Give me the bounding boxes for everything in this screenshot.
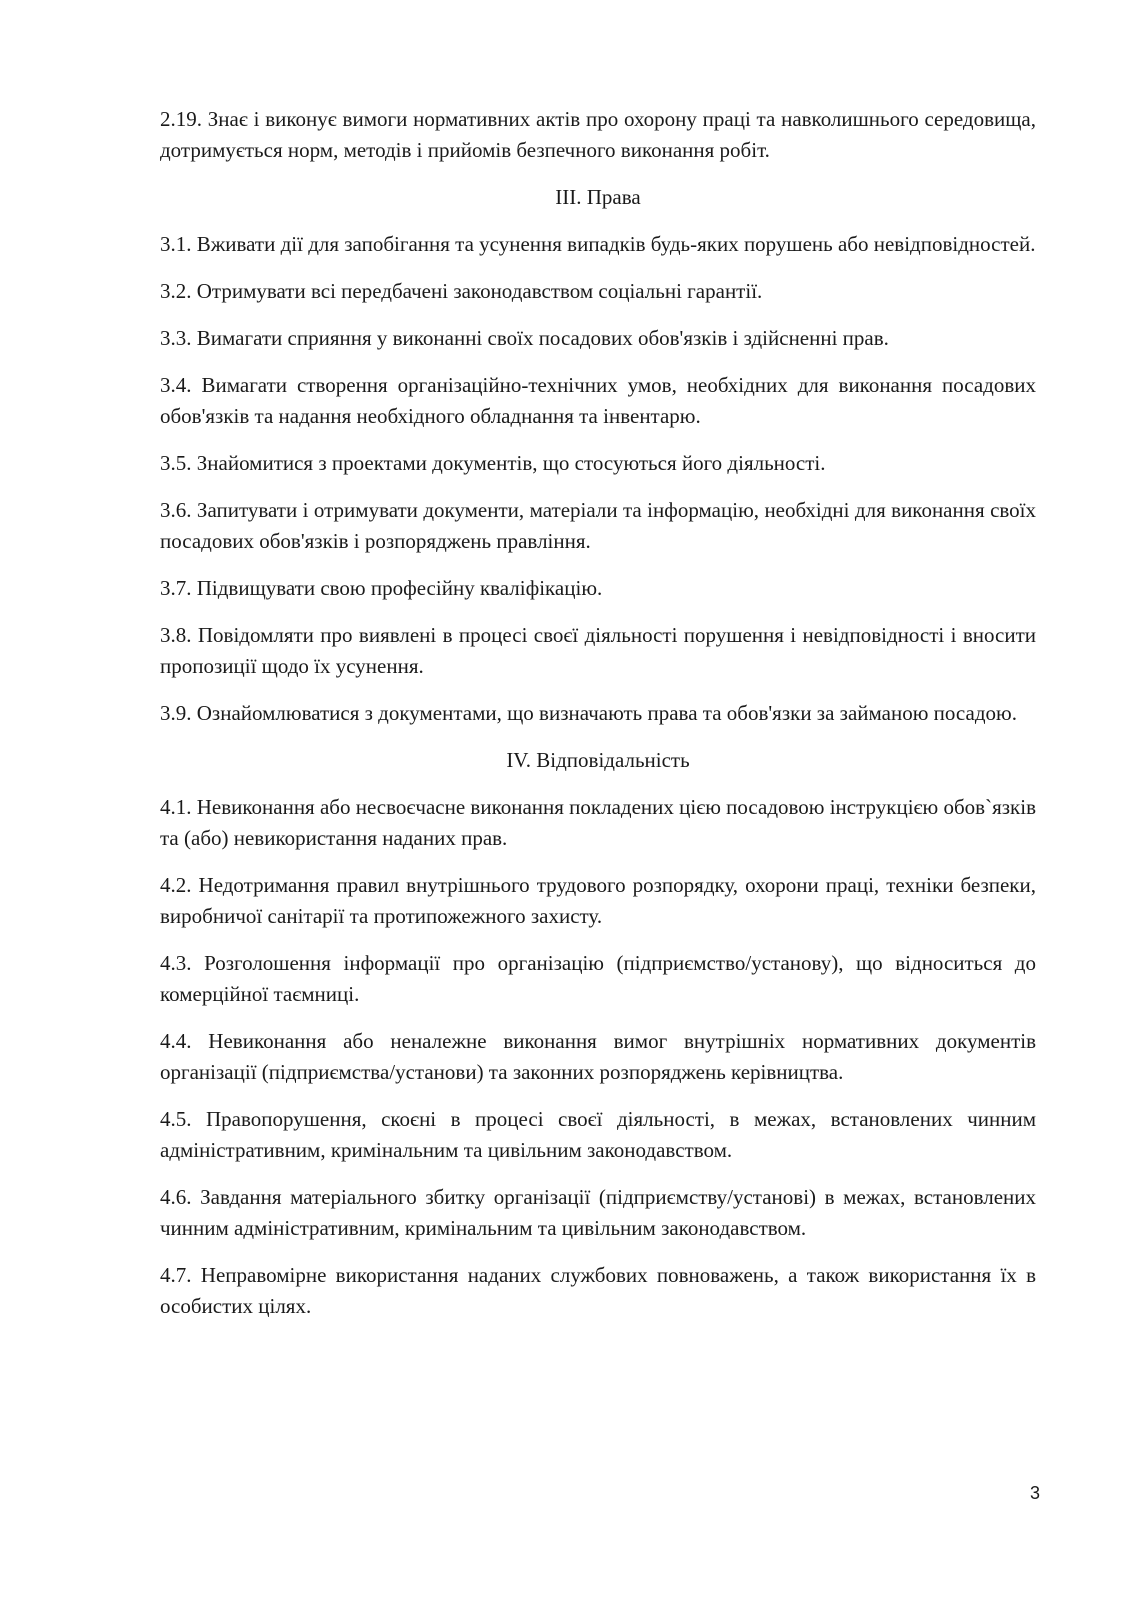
page-number: 3 xyxy=(1030,1483,1041,1503)
clause-3-8: 3.8. Повідомляти про виявлені в процесі своєї діяльності порушення і невідповідності і вносити пропозиції щодо їх усунення. xyxy=(160,623,1036,678)
clause-3-6: 3.6. Запитувати і отримувати документи, матеріали та інформацію, необхідні для виконання своїх посадових обов'язків і розпоряджень правління. xyxy=(160,498,1036,553)
section-heading-rights: III. Права xyxy=(555,185,641,209)
clause-4-3: 4.3. Розголошення інформації про організацію (підприємство/установу), що відноситься до комерційної таємниці. xyxy=(160,951,1036,1006)
clause-3-2: 3.2. Отримувати всі передбачені законодавством соціальні гарантії. xyxy=(160,279,763,303)
document-body xyxy=(160,104,1036,1338)
clause-2-19: 2.19. Знає і виконує вимоги нормативних актів про охорону праці та навколишнього середовища, дотримується норм, методів і прийомів безпечного виконання робіт. xyxy=(160,107,1036,162)
section-heading-responsibility: IV. Відповідальність xyxy=(506,748,690,772)
clause-3-9: 3.9. Ознайомлюватися з документами, що визначають права та обов'язки за займаною посадою. xyxy=(160,701,1017,725)
clause-4-5: 4.5. Правопорушення, скоєні в процесі своєї діяльності, в межах, встановлених чинним адміністративним, кримінальним та цивільним законодавством. xyxy=(160,1107,1036,1162)
clause-3-1: 3.1. Вживати дії для запобігання та усунення випадків будь-яких порушень або невідповідностей. xyxy=(160,232,1036,256)
clause-4-2: 4.2. Недотримання правил внутрішнього трудового розпорядку, охорони праці, техніки безпеки, виробничої санітарії та протипожежного захисту. xyxy=(160,873,1036,928)
clause-3-3: 3.3. Вимагати сприяння у виконанні своїх посадових обов'язків і здійсненні прав. xyxy=(160,326,889,350)
clause-3-5: 3.5. Знайомитися з проектами документів, що стосуються його діяльності. xyxy=(160,451,826,475)
clause-4-6: 4.6. Завдання матеріального збитку організації (підприємству/установі) в межах, встановлених чинним адміністративним, кримінальним та цивільним законодавством. xyxy=(160,1185,1036,1240)
clause-4-4: 4.4. Невиконання або неналежне виконання вимог внутрішніх нормативних документів організації (підприємства/установи) та законних розпоряджень керівництва. xyxy=(160,1029,1036,1084)
clause-3-4: 3.4. Вимагати створення організаційно-технічних умов, необхідних для виконання посадових обов'язків та надання необхідного обладнання та інвентарю. xyxy=(160,373,1036,428)
clause-4-7: 4.7. Неправомірне використання наданих службових повноважень, а також використання їх в особистих цілях. xyxy=(160,1263,1036,1318)
clause-4-1: 4.1. Невиконання або несвоєчасне виконання покладених цією посадовою інструкцією обов`язків та (або) невикористання наданих прав. xyxy=(160,795,1036,850)
clause-3-7: 3.7. Підвищувати свою професійну кваліфікацію. xyxy=(160,576,603,600)
